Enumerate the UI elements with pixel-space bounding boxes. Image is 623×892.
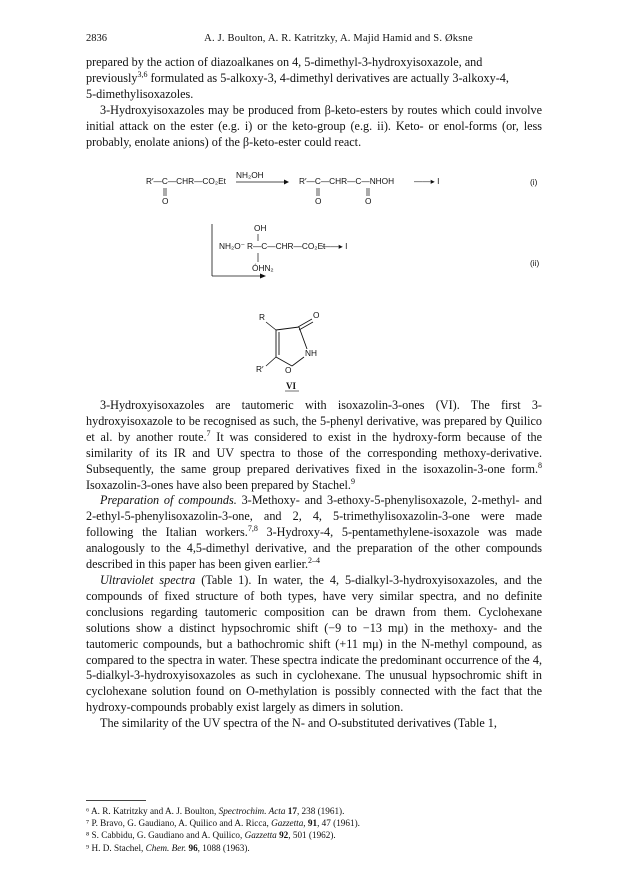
reagent-label: NH₂OH	[236, 170, 264, 180]
footnote-volume: 91	[307, 818, 318, 829]
tautomer-text-3: Isoxazolin-3-ones have also been prepared by Stachel.	[86, 477, 351, 492]
uv-text: (Table 1). In water, the 4, 5-dialkyl-3-hydroxyisoxazoles, and the compounds of fixed structure of both types, have very similar spectra, and no definite conclusions regarding tautomeric composition can be drawn from them. Cyclohexane solutions show a distinct hypsochromic shift (−9 to −13 mμ) in the methoxy- and the tautomeric compounds, but a bathochromic shift (+11 mμ) in the N-methyl compound, as compared to the spectra in water. These spectra indicate the predominant occurrence of the 4, 5-dialkyl-3-hydroxyisoxazoles as such in cyclohexane. The unusual hypsochromic shift in cyclohexane solution found on O-methylation is possibly connected with the fact that the hydroxy-compounds probably exist largely as dimers in solution.	[86, 572, 543, 715]
footnote-7	[86, 817, 542, 829]
footnote-journal: Gazzetta,	[271, 818, 306, 829]
intro-line-3: 5-dimethylisoxazoles.	[86, 86, 194, 101]
label-i: (i)	[530, 177, 538, 187]
footnote-mark: ⁶	[86, 806, 90, 816]
citation-superscript: 8	[538, 460, 542, 470]
reactant-formula: R′—C—CHR—CO₂Et	[146, 176, 226, 186]
preparation-text-2: 3-Hydroxy-4, 5-pentamethylene-isoxazole was made analogously to the 4,5-dimethyl derivative, and the preparation of the other compounds described in this paper has been given earlier.	[86, 525, 543, 572]
author-line: A. J. Boulton, A. R. Katritzky, A. Majid Hamid and S. Øksne	[204, 33, 473, 44]
footnote-authors: A. R. Katritzky and A. J. Boulton,	[91, 806, 219, 816]
footnote-6	[86, 805, 542, 817]
tautomer-text-2: It was considered to exist in the hydroxy-form because of the similarity of its IR and UV spectra to those of the corresponding methoxy-derivative. Subsequently, the same group prepared derivatives fixed in the isoxazolin-3-one form.	[86, 429, 542, 476]
oxo-1: O	[162, 196, 169, 206]
hydroxylamine-anion: NH₂O⁻	[219, 241, 246, 251]
label-ii: (ii)	[530, 258, 540, 268]
routes-text: 3-Hydroxyisoxazoles may be produced from β-keto-esters by routes which could involve initial attack on the ester (e.g. i) or the keto-group (e.g. ii). Keto- or enol-forms (or, less probably, enolate anions) of the β-keto-ester could react.	[86, 103, 542, 149]
footnote-authors: H. D. Stachel,	[91, 842, 146, 853]
footnote-rule	[86, 800, 146, 801]
footnote-volume: 92	[279, 830, 289, 841]
footnote-pages: , 47 (1961).	[317, 818, 360, 829]
tautomer-text: 3-Hydroxyisoxazoles are tautomeric with isoxazolin-3-ones (VI). The first 3-hydroxyisoxazole to be recognised as such, the 5-phenyl derivative, was prepared by Quilico et al. by another route.	[86, 398, 542, 444]
footnote-mark: ⁸	[86, 830, 90, 841]
reaction-scheme	[0, 0, 623, 395]
footnote-pages: , 501 (1962).	[288, 830, 336, 841]
amino-oxy-label: ÓHN₂	[252, 263, 274, 273]
preparation-paragraph	[86, 493, 542, 573]
adduct-formula: R—C—CHR—CO₂Et	[247, 241, 326, 251]
citation-superscript: 2–4	[308, 556, 320, 565]
citation-superscript: 7,8	[247, 524, 258, 534]
main-text	[86, 398, 542, 732]
product-arrow-i: ——▸ I	[414, 176, 440, 186]
preparation-heading: Preparation of compounds.	[100, 493, 237, 508]
uv-heading: Ultraviolet spectra	[100, 572, 196, 587]
ring-substituent-r: R	[259, 312, 265, 322]
hydroxyl-label: OH	[254, 223, 267, 233]
compound-label-vi: VI	[286, 381, 297, 391]
citation-superscript: 7	[206, 428, 211, 438]
arrowhead	[284, 180, 289, 185]
ring-oxygen: O	[285, 365, 292, 375]
ring-substituent-rprime: R′	[256, 364, 264, 374]
oxo-3: O	[365, 196, 372, 206]
footnote-8	[86, 829, 542, 841]
intro-line-2-cont: formulated as 5-alkoxy-3, 4-dimethyl derivatives are actually 3-alkoxy-4,	[147, 70, 509, 85]
footnote-volume: 96	[188, 842, 198, 853]
similarity-paragraph: The similarity of the UV spectra of the N- and O-substituted derivatives (Table 1,	[100, 716, 497, 731]
intro-line-1: prepared by the action of diazoalkanes on 4, 5-dimethyl-3-hydroxyisoxazole, and	[86, 55, 483, 69]
footnote-volume: 17	[287, 806, 297, 816]
citation-superscript: 3,6	[137, 69, 148, 79]
footnote-9	[86, 842, 542, 854]
footnote-journal: Gazzetta	[244, 830, 277, 841]
footnote-journal: Chem. Ber.	[145, 842, 187, 853]
footnote-mark: ⁹	[86, 842, 90, 853]
footnote-pages: , 238 (1961).	[296, 806, 345, 816]
product-arrow-ii: ——▸ I	[322, 241, 348, 251]
footnote-mark: ⁷	[86, 818, 90, 829]
tautomer-paragraph	[86, 398, 542, 493]
footnote-pages: , 1088 (1963).	[197, 842, 250, 853]
footnote-authors: P. Bravo, G. Gaudiano, A. Quilico and A. Ricca,	[91, 818, 272, 829]
footnote-journal: Spectrochim. Acta	[218, 806, 286, 816]
footnote-authors: S. Cabbidu, G. Gaudiano and A. Quilico,	[91, 830, 245, 841]
intermediate-formula: R′—C—CHR—C—NHOH	[299, 176, 395, 186]
intro-line-2-text: previously	[86, 70, 138, 85]
ring-nh: NH	[305, 348, 317, 358]
isoxazolinone-ring	[266, 319, 313, 366]
ring-carbonyl-o: O	[313, 310, 320, 320]
preparation-text: 3-Methoxy- and 3-ethoxy-5-phenylisoxazole, 2-methyl- and 2-ethyl-5-phenylisoxazolin-3-one, and 2, 4, 5-trimethylisoxazolin-3-one were made following the Italian workers.	[86, 493, 542, 540]
oxo-2: O	[315, 196, 322, 206]
page-number: 2836	[86, 33, 107, 44]
footnotes	[86, 805, 542, 854]
uv-paragraph	[86, 573, 542, 716]
citation-superscript: 9	[350, 476, 355, 486]
